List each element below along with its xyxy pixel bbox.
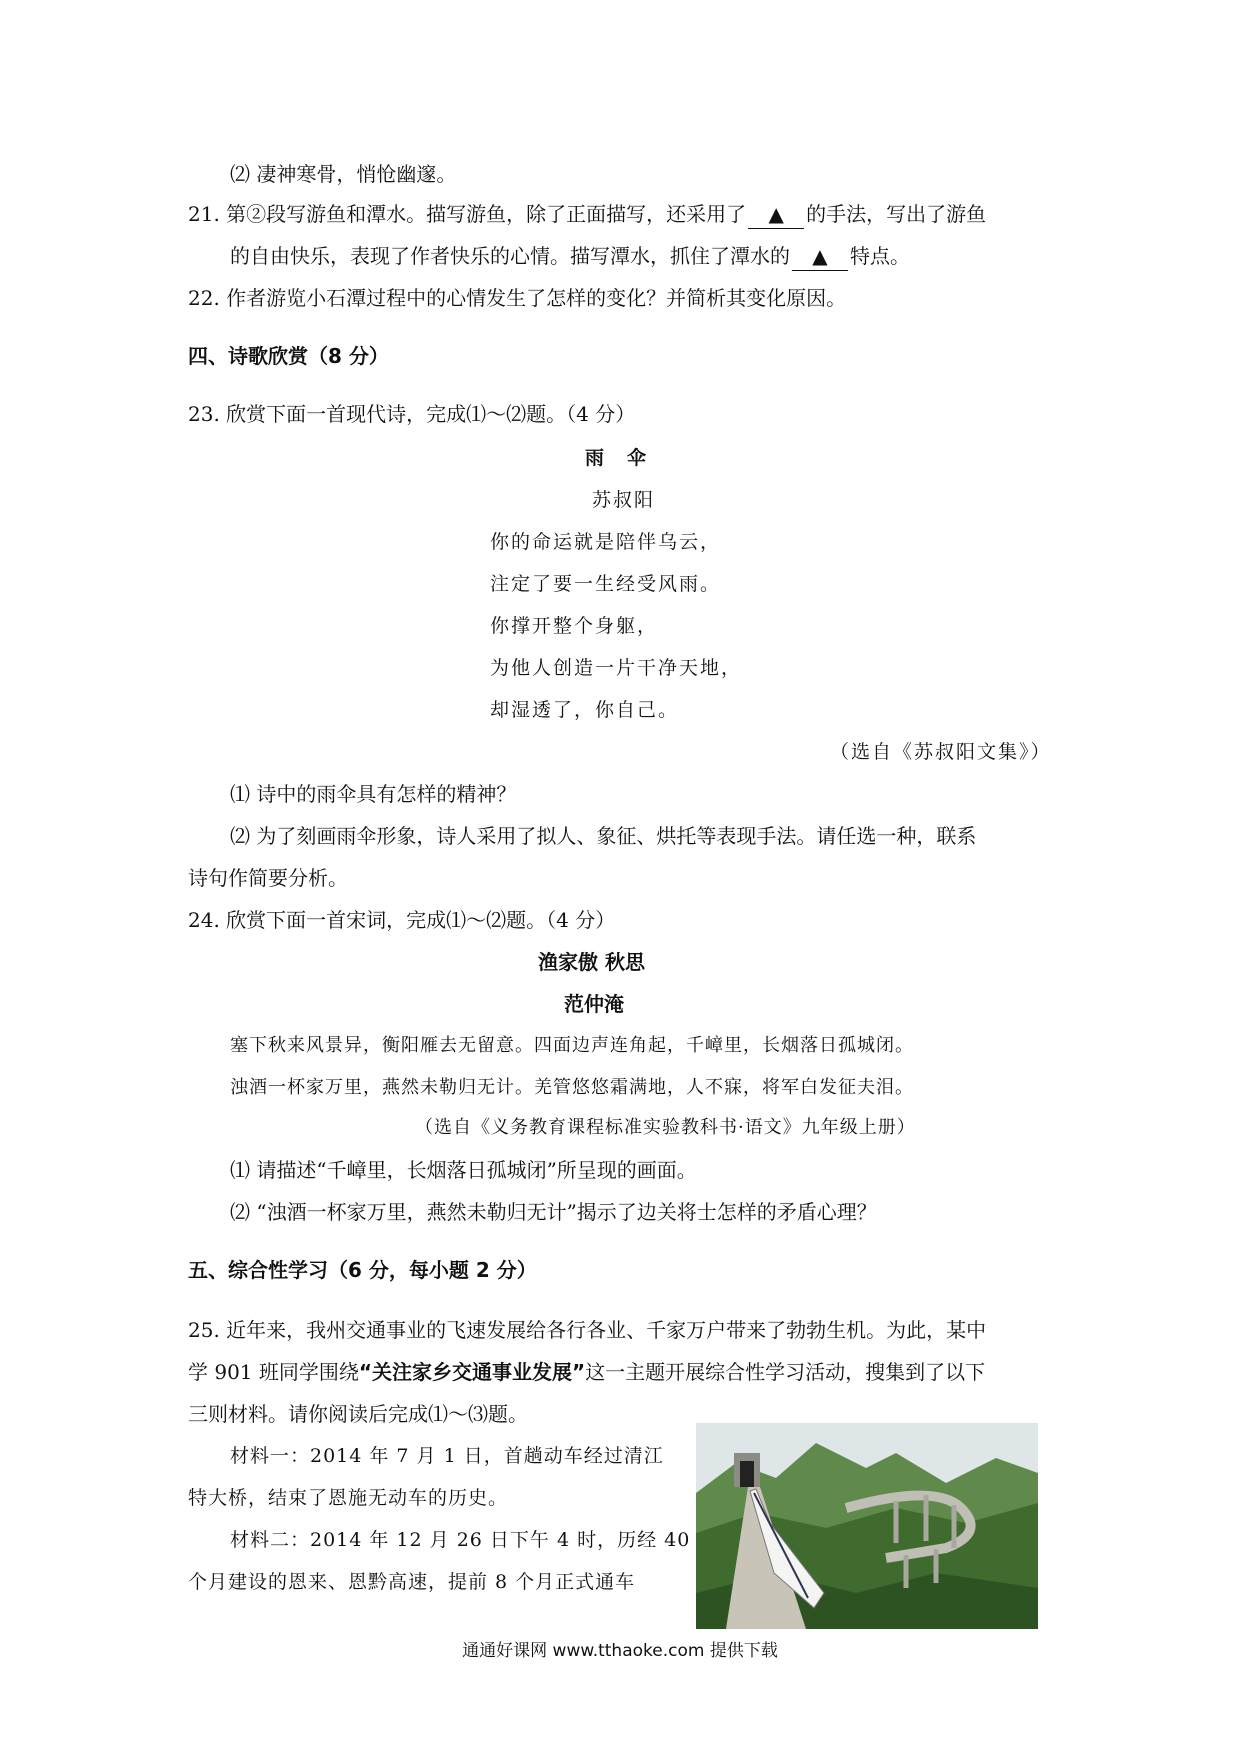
train-photo: [696, 1423, 1038, 1629]
q21-text-c: 的自由快乐，表现了作者快乐的心情。描写潭水，抓住了潭水的: [230, 244, 790, 268]
section-heading-4: 四、诗歌欣赏（8 分）: [188, 344, 389, 368]
poem1-author: 苏叔阳: [592, 489, 656, 511]
q21-text-d: 特点。: [850, 244, 910, 268]
poem1-title: 雨 伞: [585, 447, 649, 469]
poem1-source: （选自《苏叔阳文集》）: [830, 741, 1052, 763]
material-1-line2: 特大桥，结束了恩施无动车的历史。: [188, 1487, 509, 1509]
q20-sub2: ⑵ 凄神寒骨，悄怆幽邃。: [230, 162, 457, 186]
triangle-icon: ▲: [768, 202, 784, 226]
poem2-title: 渔家傲 秋思: [538, 950, 645, 974]
poem1-line: 却湿透了，你自己。: [490, 699, 680, 721]
q21-line2: [230, 242, 910, 271]
poem1-line: 为他人创造一片干净天地，: [490, 657, 743, 679]
q25-line2: [188, 1358, 985, 1386]
material-1-line1: 材料一：2014 年 7 月 1 日，首趟动车经过清江: [230, 1445, 664, 1467]
section-heading-5: 五、综合性学习（6 分，每小题 2 分）: [188, 1258, 537, 1282]
q21-text-b: 的手法，写出了游鱼: [806, 202, 987, 226]
q23: 23. 欣赏下面一首现代诗，完成⑴～⑵题。（4 分）: [188, 402, 636, 426]
q21-line1: [188, 200, 986, 229]
poem1-line: 你的命运就是陪伴乌云，: [490, 531, 722, 553]
q21-text-a: 21. 第②段写游鱼和潭水。描写游鱼，除了正面描写，还采用了: [188, 202, 747, 226]
q25-text: 这一主题开展综合性学习活动，搜集到了以下: [585, 1360, 986, 1384]
q23-sub1: ⑴ 诗中的雨伞具有怎样的精神？: [230, 782, 517, 806]
q24-sub2: ⑵ “浊酒一杯家万里，燕然未勒归无计”揭示了边关将士怎样的矛盾心理？: [230, 1200, 877, 1224]
q25-line3: 三则材料。请你阅读后完成⑴～⑶题。: [188, 1402, 528, 1426]
q25-topic: “关注家乡交通事业发展”: [358, 1360, 586, 1384]
poem1-line: 你撑开整个身躯，: [490, 615, 659, 637]
material-2-line2: 个月建设的恩来、恩黔高速，提前 8 个月正式通车: [188, 1571, 636, 1593]
poem2-source: （选自《义务教育课程标准实验教科书·语文》九年级上册）: [415, 1117, 916, 1138]
q23-sub2-line2: 诗句作简要分析。: [188, 866, 348, 890]
poem2-author: 范仲淹: [564, 992, 624, 1016]
poem2-line: 浊酒一杯家万里，燕然未勒归无计。羌管悠悠霜满地，人不寐，将军白发征夫泪。: [230, 1077, 914, 1098]
q24: 24. 欣赏下面一首宋词，完成⑴～⑵题。（4 分）: [188, 908, 616, 932]
poem1-line: 注定了要一生经受风雨。: [490, 573, 722, 595]
q24-sub1: ⑴ 请描述“千嶂里，长烟落日孤城闭”所呈现的画面。: [230, 1158, 697, 1182]
q22: 22. 作者游览小石潭过程中的心情发生了怎样的变化？并简析其变化原因。: [188, 286, 847, 310]
triangle-icon: ▲: [812, 244, 828, 268]
q23-sub2-line1: ⑵ 为了刻画雨伞形象，诗人采用了拟人、象征、烘托等表现手法。请任选一种，联系: [230, 824, 977, 848]
page-footer: 通通好课网 www.tthaoke.com 提供下载: [462, 1641, 778, 1661]
answer-blank[interactable]: [792, 242, 848, 271]
poem2-line: 塞下秋来风景异，衡阳雁去无留意。四面边声连角起，千嶂里，长烟落日孤城闭。: [230, 1035, 914, 1056]
q25-text: 学 901 班同学围绕: [188, 1360, 359, 1384]
answer-blank[interactable]: [748, 200, 804, 229]
material-2-line1: 材料二：2014 年 12 月 26 日下午 4 时，历经 40: [230, 1529, 691, 1551]
q25-line1: 25. 近年来，我州交通事业的飞速发展给各行各业、千家万户带来了勃勃生机。为此，某中: [188, 1318, 987, 1342]
